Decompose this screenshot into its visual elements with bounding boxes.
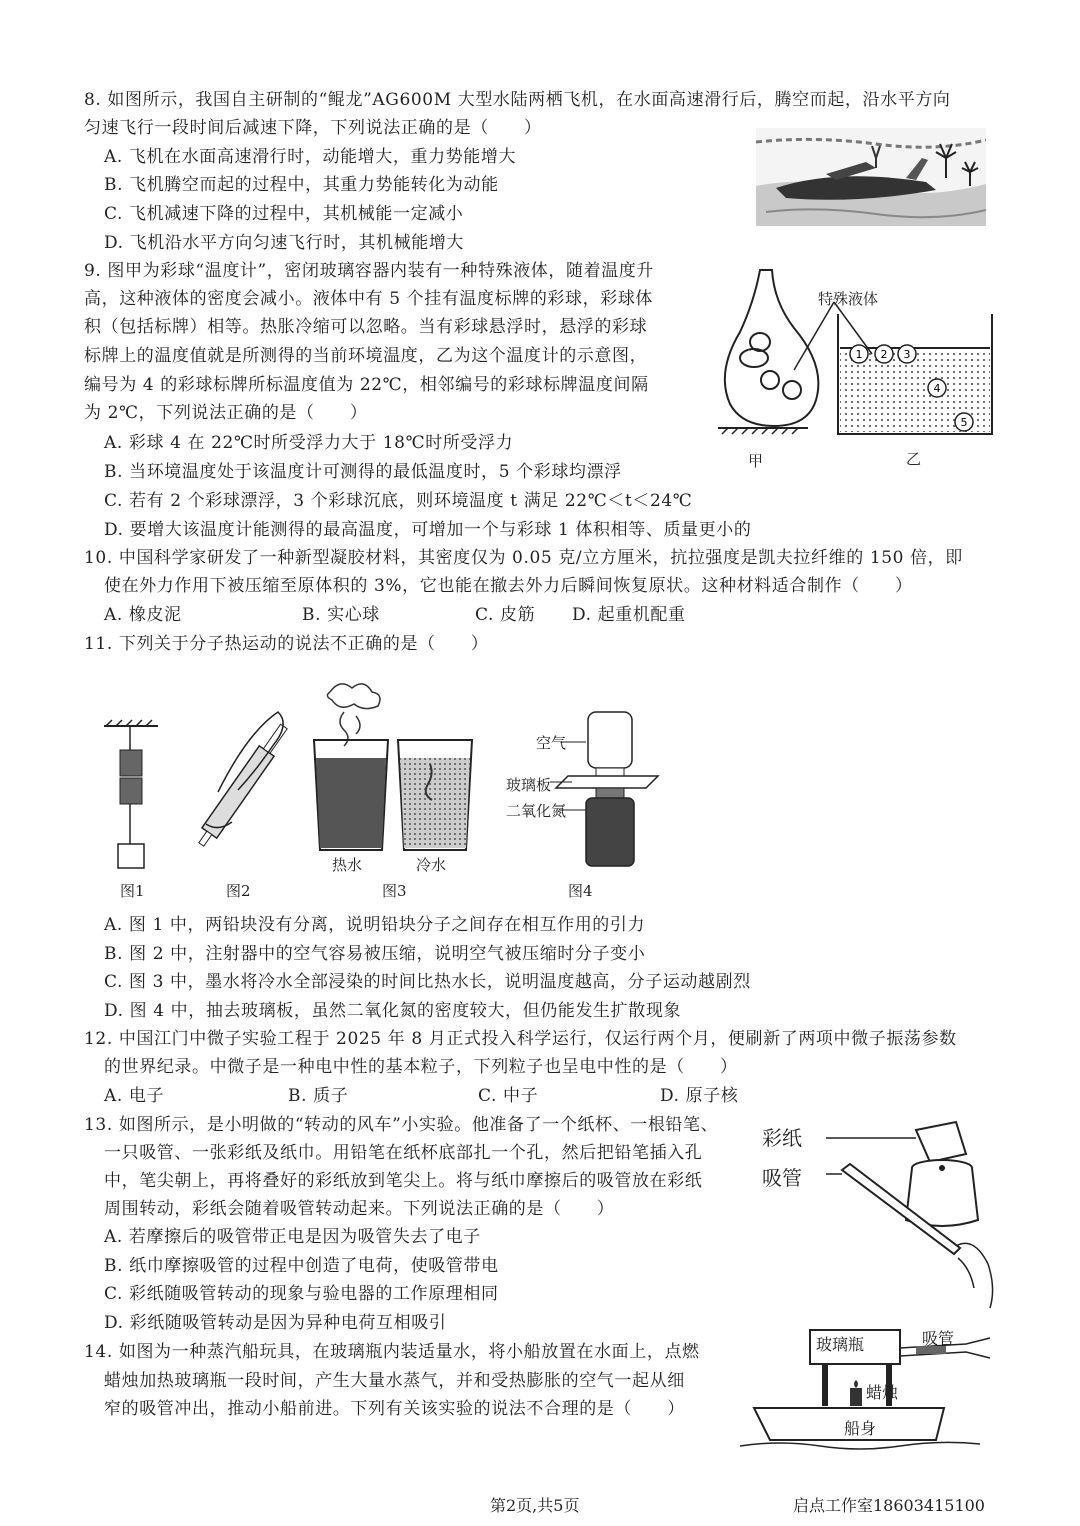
q9-stem-line5: 编号为 4 的彩球标牌所标温度值为 22℃，相邻编号的彩球标牌温度间隔 [84, 375, 649, 395]
q11-option-c: C. 图 3 中，墨水将冷水全部浸染的时间比热水长，说明温度越高，分子运动越剧烈 [104, 972, 751, 992]
q11-stem: 11. 下列关于分子热运动的说法不正确的是（ ） [84, 634, 489, 654]
q10-option-b: B. 实心球 [302, 605, 380, 625]
fig2-label: 图2 [226, 882, 251, 900]
q14-stem-line3: 窄的吸管冲出，推动小船前进。下列有关该实验的说法不合理的是（ ） [104, 1399, 685, 1419]
q9-stem-line6: 为 2℃，下列说法正确的是（ ） [84, 403, 368, 423]
q12-option-b: B. 质子 [288, 1086, 349, 1106]
studio-contact: 启点工作室18603415100 [793, 1496, 985, 1515]
fig4-label: 图4 [568, 882, 593, 900]
ball-5-label: 5 [960, 416, 968, 429]
q13-option-c: C. 彩纸随吸管转动的现象与验电器的工作原理相同 [104, 1284, 499, 1304]
cold-water-label: 冷水 [416, 856, 447, 874]
q10-option-a: A. 橡皮泥 [104, 605, 182, 625]
q13-option-b: B. 纸巾摩擦吸管的过程中创造了电荷，使吸管带电 [104, 1256, 499, 1276]
ball-4-label: 4 [933, 382, 941, 395]
straw-label: 吸管 [762, 1166, 802, 1190]
q8-option-c: C. 飞机减速下降的过程中，其机械能一定减小 [104, 204, 464, 224]
steam-boat-figure [740, 1322, 1000, 1462]
q9-option-a: A. 彩球 4 在 22℃时所受浮力大于 18℃时所受浮力 [104, 433, 514, 453]
fig1-label: 图1 [120, 882, 145, 900]
ball-3-label: 3 [903, 348, 911, 361]
ball-2-label: 2 [880, 348, 888, 361]
q9-option-b: B. 当环境温度处于该温度计可测得的最低温度时，5 个彩球均漂浮 [104, 462, 622, 482]
q10-stem-line1: 10. 中国科学家研发了一种新型凝胶材料，其密度仅为 0.05 克/立方厘米，抗拉强度是凯夫拉纤维的 150 倍，即 [84, 548, 963, 568]
q10-stem-line2: 使在外力作用下被压缩至原体积的 3%，它也能在撤去外力后瞬间恢复原状。这种材料适合制作（ ） [104, 576, 913, 596]
hot-water-label: 热水 [332, 856, 363, 874]
q8-option-b: B. 飞机腾空而起的过程中，其重力势能转化为动能 [104, 175, 499, 195]
q14-stem-line2: 蜡烛加热玻璃瓶一段时间，产生大量水蒸气，并和受热膨胀的空气一起从细 [104, 1371, 685, 1391]
air-label: 空气 [536, 734, 567, 752]
q9-option-d: D. 要增大该温度计能测得的最高温度，可增加一个与彩球 1 体积相等、质量更小的 [104, 520, 752, 540]
boat-straw-label: 吸管 [922, 1329, 955, 1348]
colored-paper-label: 彩纸 [762, 1126, 802, 1150]
q13-option-a: A. 若摩擦后的吸管带正电是因为吸管失去了电子 [104, 1227, 481, 1247]
molecular-motion-figures [98, 672, 698, 902]
seaplane-photo [756, 128, 986, 226]
q8-option-d: D. 飞机沿水平方向匀速飞行时，其机械能增大 [104, 233, 465, 253]
q11-option-b: B. 图 2 中，注射器中的空气容易被压缩，说明空气被压缩时分子变小 [104, 944, 646, 964]
candle-label: 蜡烛 [866, 1383, 899, 1402]
q13-stem-line3: 中，笔尖朝上，再将叠好的彩纸放到笔尖上。将与纸巾摩擦后的吸管放在彩纸 [104, 1171, 703, 1191]
q9-stem-line1: 9. 图甲为彩球“温度计”，密闭玻璃容器内装有一种特殊液体，随着温度升 [84, 261, 655, 281]
q12-stem-line1: 12. 中国江门中微子实验工程于 2025 年 8 月正式投入科学运行，仅运行两个月，便刷新了两项中微子振荡参数 [84, 1029, 957, 1049]
fig-jia-label: 甲 [748, 452, 764, 470]
hull-label: 船身 [844, 1419, 877, 1438]
glass-plate-label: 玻璃板 [506, 776, 552, 794]
q9-stem-line4: 标牌上的温度值就是所测得的当前环境温度，乙为这个温度计的示意图， [84, 346, 648, 366]
ball-1-label: 1 [855, 348, 863, 361]
q10-option-d: D. 起重机配重 [572, 605, 686, 625]
q11-option-d: D. 图 4 中，抽去玻璃板，虽然二氧化氮的密度较大，但仍能发生扩散现象 [104, 1001, 682, 1021]
q13-stem-line4: 周围转动，彩纸会随着吸管转动起来。下列说法正确的是（ ） [104, 1199, 615, 1219]
q13-stem-line1: 13. 如图所示，是小明做的“转动的风车”小实验。他准备了一个纸杯、一根铅笔、 [84, 1115, 719, 1135]
glass-bottle-label: 玻璃瓶 [816, 1335, 865, 1354]
q9-stem-line2: 高，这种液体的密度会减小。液体中有 5 个挂有温度标牌的彩球，彩球体 [84, 289, 654, 309]
q9-option-c: C. 若有 2 个彩球漂浮，3 个彩球沉底，则环境温度 t 满足 22℃＜t＜24℃ [104, 491, 693, 511]
special-liquid-label: 特殊液体 [818, 290, 879, 308]
q13-stem-line2: 一只吸管、一张彩纸及纸巾。用铅笔在纸杯底部扎一个孔，然后把铅笔插入孔 [104, 1143, 703, 1163]
q12-option-a: A. 电子 [104, 1086, 165, 1106]
page-number: 第2页,共5页 [490, 1496, 580, 1515]
pinwheel-figure [760, 1118, 1000, 1318]
q9-stem-line3: 积（包括标牌）相等。热胀冷缩可以忽略。当有彩球悬浮时，悬浮的彩球 [84, 317, 648, 337]
q12-stem-line2: 的世界纪录。中微子是一种电中性的基本粒子，下列粒子也呈电中性的是（ ） [104, 1057, 738, 1077]
fig-yi-label: 乙 [906, 450, 922, 468]
q14-stem-line1: 14. 如图为一种蒸汽船玩具，在玻璃瓶内装适量水，将小船放置在水面上，点燃 [84, 1342, 700, 1362]
thermometer-figure [712, 262, 1002, 472]
q11-option-a: A. 图 1 中，两铅块没有分离，说明铅块分子之间存在相互作用的引力 [104, 915, 646, 935]
q8-option-a: A. 飞机在水面高速滑行时，动能增大，重力势能增大 [104, 147, 517, 167]
q13-option-d: D. 彩纸随吸管转动是因为异种电荷互相吸引 [104, 1313, 447, 1333]
no2-label: 二氧化氮 [506, 802, 567, 820]
q8-stem-line1: 8. 如图所示，我国自主研制的“鲲龙”AG600M 大型水陆两栖飞机，在水面高速滑行后，腾空而起，沿水平方向 [84, 90, 951, 110]
q12-option-d: D. 原子核 [660, 1086, 739, 1106]
fig3-label: 图3 [382, 882, 407, 900]
q8-stem-line2: 匀速飞行一段时间后减速下降，下列说法正确的是（ ） [84, 118, 542, 138]
q10-option-c: C. 皮筋 [475, 605, 536, 625]
q12-option-c: C. 中子 [478, 1086, 539, 1106]
